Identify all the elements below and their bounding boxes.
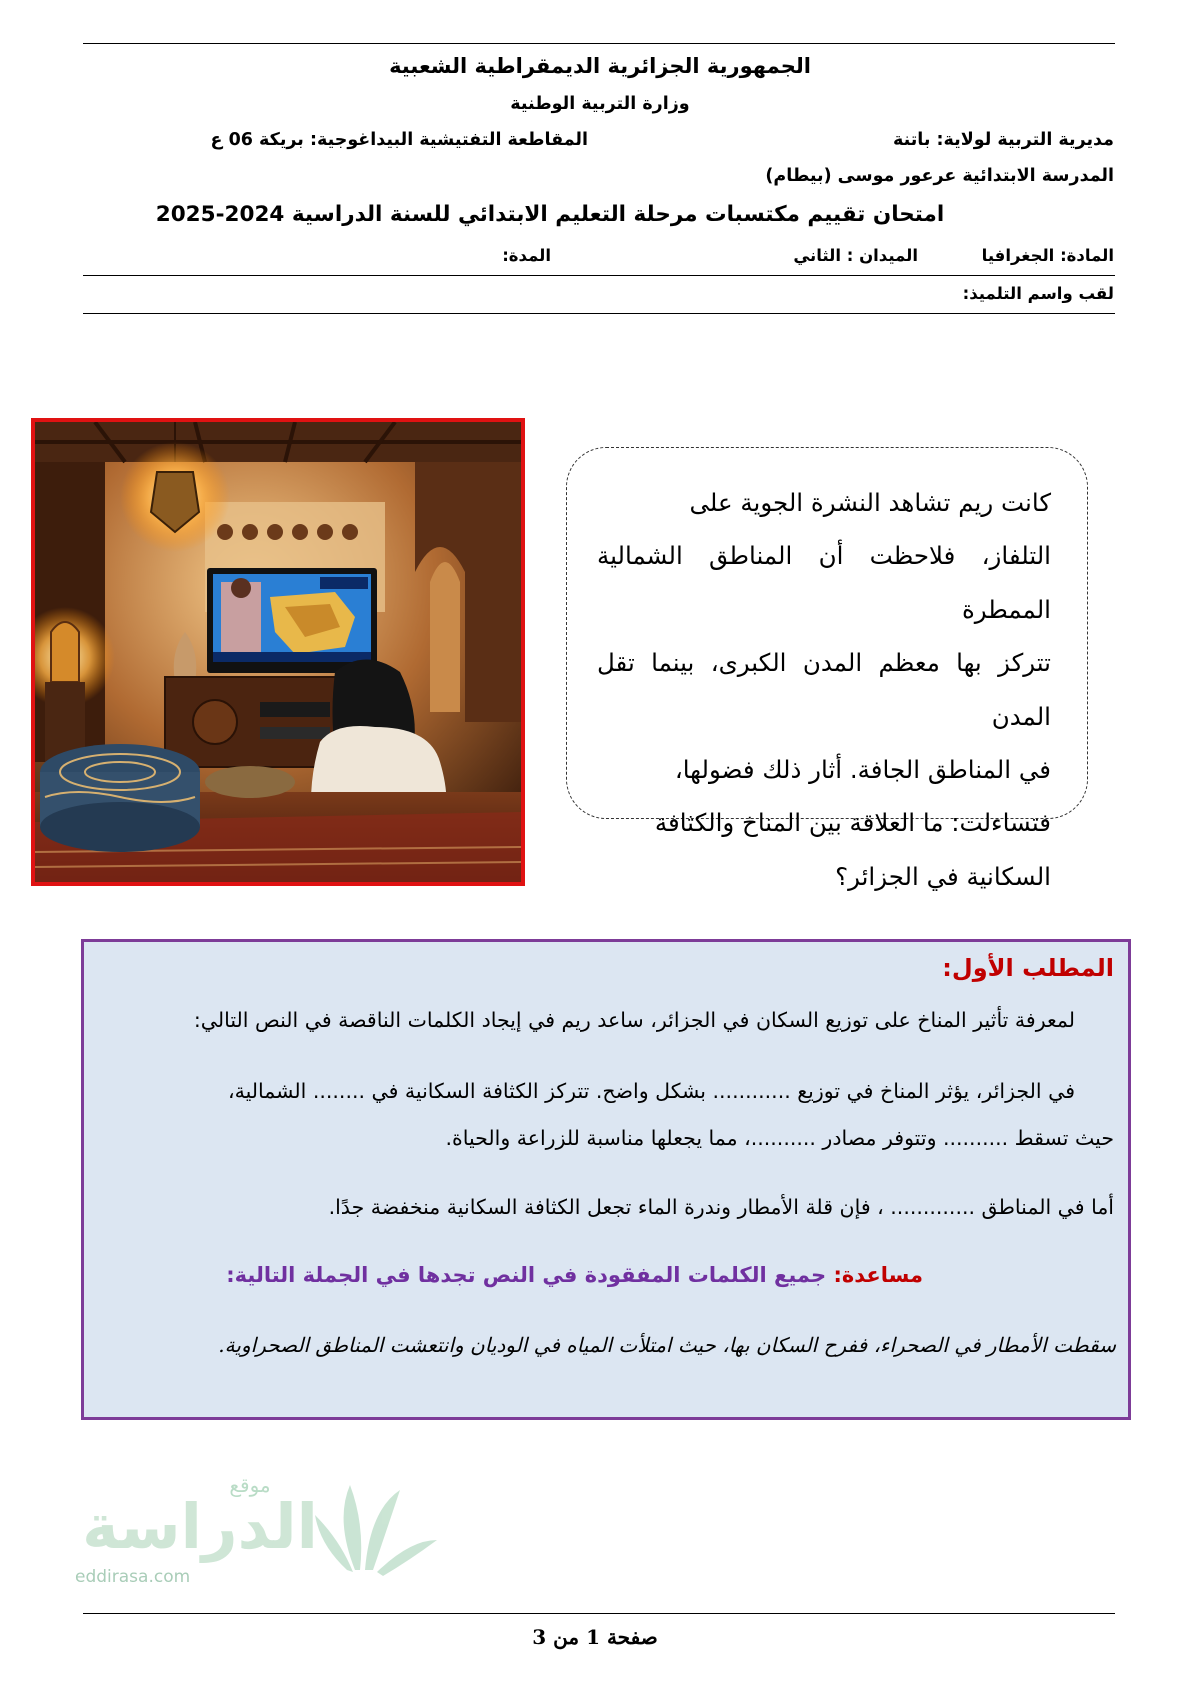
help-text: جميع الكلمات المفقودة في النص تجدها في الجملة التالية: bbox=[226, 1263, 834, 1287]
story-box bbox=[566, 447, 1088, 891]
help-label: مساعدة: bbox=[833, 1263, 923, 1287]
task-title: المطلب الأول: bbox=[942, 954, 1114, 982]
student-name-label: لقب واسم التلميذ: bbox=[962, 284, 1114, 303]
fill-in-paragraph-line-1: في الجزائر، يؤثر المناخ في توزيع ............ بشكل واضح. تتركز الكثافة السكانية في ........ الشمالية، bbox=[227, 1079, 1075, 1103]
fill-in-paragraph-line-2: حيث تسقط .......... وتتوفر مصادر ..........، مما يجعلها مناسبة للزراعة والحياة. bbox=[445, 1126, 1114, 1150]
exam-title: امتحان تقييم مكتسبات مرحلة التعليم الابتدائي للسنة الدراسية 2024-2025 bbox=[155, 202, 945, 227]
watermark-big-text: الدراسة bbox=[82, 1490, 318, 1563]
footer-rule bbox=[83, 1613, 1115, 1614]
story-line: السكانية في الجزائر؟ bbox=[835, 861, 1051, 891]
header-rule-bottom bbox=[83, 313, 1115, 314]
district-label: المقاطعة التفتيشية البيداغوجية: بريكة 06 ع bbox=[210, 130, 588, 150]
watermark-logo bbox=[65, 1470, 445, 1590]
watermark-url: eddirasa.com bbox=[75, 1567, 191, 1587]
story-line: فتساءلت: ما العلاقة بين المناخ والكثافة bbox=[654, 808, 1051, 838]
ministry-heading: وزارة التربية الوطنية bbox=[510, 94, 690, 114]
watermark-small-text: موقع bbox=[229, 1473, 271, 1497]
help-sentence: سقطت الأمطار في الصحراء، ففرح السكان بها، حيث امتلأت المياه في الوديان وانتعشت المناطق الصحراوية. bbox=[218, 1333, 1116, 1357]
fill-in-paragraph-line-3: أما في المناطق ............. ، فإن قلة الأمطار وندرة الماء تجعل الكثافة السكانية منخفضة جدًا. bbox=[328, 1195, 1114, 1219]
page-number: صفحة 1 من 3 bbox=[532, 1625, 658, 1649]
living-room-scene bbox=[35, 422, 521, 882]
header-rule bbox=[83, 275, 1115, 276]
duration-label: المدة: bbox=[502, 246, 551, 265]
task-box bbox=[81, 939, 1131, 1420]
eddirasa-watermark bbox=[65, 1470, 445, 1590]
republic-heading: الجمهورية الجزائرية الديمقراطية الشعبية bbox=[389, 54, 811, 78]
story-line: كانت ريم تشاهد النشرة الجوية على bbox=[689, 488, 1051, 517]
weather-tv-illustration bbox=[31, 418, 525, 886]
school-label: المدرسة الابتدائية عرعور موسى (بيطام) bbox=[765, 166, 1114, 186]
story-line: في المناطق الجافة. أثار ذلك فضولها، bbox=[674, 755, 1051, 785]
directorate-label: مديرية التربية لولاية: باتنة bbox=[892, 130, 1114, 150]
subject-label: المادة: الجغرافيا bbox=[981, 246, 1114, 265]
story-line: التلفاز، فلاحظت أن المناطق الشمالية الممطرة bbox=[597, 541, 1051, 624]
help-line bbox=[226, 1263, 923, 1287]
field-label: الميدان : الثاني bbox=[793, 246, 918, 265]
top-rule bbox=[83, 43, 1115, 44]
story-line: تتركز بها معظم المدن الكبرى، بينما تقل المدن bbox=[597, 648, 1051, 731]
task-instruction: لمعرفة تأثير المناخ على توزيع السكان في الجزائر، ساعد ريم في إيجاد الكلمات الناقصة في النص التالي: bbox=[193, 1008, 1075, 1032]
